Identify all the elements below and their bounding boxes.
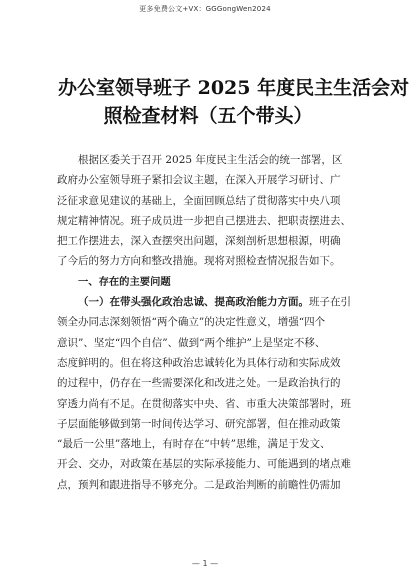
point-1-line: 的过程中，仍存在一些需要深化和改进之处。一是政治执行的 xyxy=(57,377,341,390)
intro-line: 把工作摆进去，深入查摆突出问题，深刻剖析思想根源，明确 xyxy=(57,235,341,248)
point-1-line: 穿透力尚有不足。在贯彻落实中央、省、市重大决策部署时，班 xyxy=(57,397,351,410)
document-title xyxy=(58,74,410,130)
section-heading: 一、存在的主要问题 xyxy=(78,275,171,288)
intro-line: 了今后的努力方向和整改措施。现将对照检查情况报告如下。 xyxy=(57,255,341,268)
title-line-2: 照检查材料（五个带头） xyxy=(103,105,313,127)
intro-line: 规定精神情况。班子成员进一步把自己摆进去、把职责摆进去、 xyxy=(57,214,351,227)
intro-line: 政府办公室领导班子紧扣会议主题，在深入开展学习研讨、广 xyxy=(57,174,341,187)
document-body xyxy=(57,150,359,495)
point-1-line: 态度鲜明的。但在将这种政治忠诚转化为具体行动和实际成效 xyxy=(57,356,341,369)
point-1-line: “最后一公里”落地上，有时存在“中转”思维，满足于发文、 xyxy=(57,438,331,451)
point-1-line: 领全办同志深刻领悟“两个确立”的决定性意义，增强“四个 xyxy=(57,316,326,329)
intro-line: 根据区委关于召开 2025 年度民主生活会的统一部署，区 xyxy=(78,154,343,166)
point-1-lead: （一）在带头强化政治忠诚、提高政治能力方面。 xyxy=(78,296,309,309)
header-watermark: 更多免费公文+VX：GGGongWen2024 xyxy=(139,5,271,13)
point-1-lead-rest: 班子在引 xyxy=(309,296,351,309)
point-1-line: 开会、交办，对政策在基层的实际承接能力、可能遇到的堵点难 xyxy=(57,458,351,471)
point-1-line: 子层面能够做到第一时间传达学习、研究部署，但在推动政策 xyxy=(57,417,341,430)
title-line-1: 办公室领导班子 2025 年度民主生活会对 xyxy=(58,77,410,99)
point-1-line: 点，预判和跟进指导不够充分。二是政治判断的前瞻性仍需加 xyxy=(57,478,341,491)
intro-line: 泛征求意见建议的基础上，全面回顾总结了贯彻落实中央八项 xyxy=(57,194,341,207)
point-1-first-line xyxy=(57,292,359,312)
point-1-line: 意识”、坚定“四个自信”、做到“两个维护”上是坚定不移、 xyxy=(57,336,326,349)
page-number: — 1 — xyxy=(191,559,219,568)
